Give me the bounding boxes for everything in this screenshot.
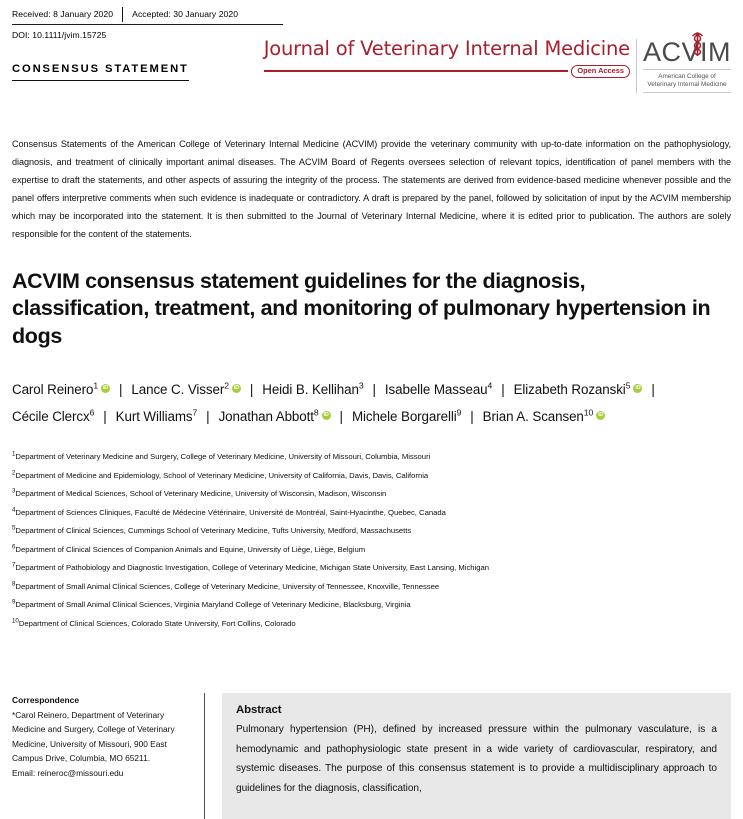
society-name-line2: Veterinary Internal Medicine <box>647 81 727 89</box>
author-affiliation-marker: 2 <box>224 380 229 391</box>
affiliation-text: Department of Small Animal Clinical Sciences, Virginia Maryland College of Veterinary Medicine, Blacksburg, Virginia <box>15 600 411 610</box>
author-separator: | <box>249 382 254 398</box>
caduceus-icon <box>689 32 706 62</box>
author-separator: | <box>206 409 210 425</box>
bottom-columns <box>12 693 731 819</box>
author-separator: | <box>339 409 343 425</box>
society-name <box>643 69 731 93</box>
affiliation-item <box>12 522 731 541</box>
affiliation-marker: 5 <box>12 524 16 532</box>
acvim-acronym <box>643 39 731 66</box>
affiliation-text: Department of Clinical Sciences, Cummings School of Veterinary Medicine, Tufts University, Medford, Massachusetts <box>15 526 412 536</box>
author-name[interactable] <box>219 409 331 424</box>
journal-logo <box>264 39 731 93</box>
author-name[interactable] <box>352 409 461 424</box>
author-label: Lance C. Visser <box>131 382 225 398</box>
society-name-line1: American College of <box>658 72 716 80</box>
author-label: Jonathan Abbott <box>218 409 314 425</box>
affiliation-marker: 2 <box>12 469 16 476</box>
affiliation-marker: 1 <box>12 450 16 458</box>
page-title: ACVIM consensus statement guidelines for the diagnosis, classification, treatment, and monitoring of pulmonary hypertension in dogs <box>12 268 711 348</box>
journal-title: Journal of Veterinary Internal Medicine <box>263 37 630 60</box>
author-name[interactable] <box>514 382 643 397</box>
affiliation-item <box>12 559 731 578</box>
author-label: Heidi B. Kellihan <box>262 382 359 398</box>
affiliation-item <box>12 541 731 560</box>
abstract-box <box>222 693 731 819</box>
author-affiliation-marker: 6 <box>89 407 95 418</box>
accepted-date: Accepted: 30 January 2020 <box>132 9 239 19</box>
orcid-icon[interactable] <box>596 411 605 420</box>
author-affiliation-marker: 5 <box>625 380 631 391</box>
received-date: Received: 8 January 2020 <box>12 9 114 19</box>
author-affiliation-marker: 3 <box>358 380 364 391</box>
author-label: Cécile Clercx <box>12 409 90 425</box>
affiliation-text: Department of Clinical Sciences, Colorado State University, Fort Collins, Colorado <box>18 618 296 628</box>
affiliation-marker: 3 <box>12 487 16 495</box>
affiliation-marker: 9 <box>12 598 16 606</box>
orcid-icon[interactable] <box>322 411 331 420</box>
acvim-acronym-text: ACVIM <box>642 37 731 67</box>
affiliation-marker: 10 <box>12 617 19 624</box>
affiliation-item <box>12 615 731 634</box>
article-page <box>0 6 743 819</box>
affiliation-text: Department of Veterinary Medicine and Surgery, College of Veterinary Medicine, University of Missouri, Columbia, Missouri <box>15 452 431 462</box>
affiliation-text: Department of Sciences Cliniques, Faculté de Médecine Vétérinaire, Université de Montréal, Saint-Hyacinthe, Quebec, Canada <box>15 507 446 517</box>
affiliation-text: Department of Clinical Sciences of Companion Animals and Equine, University of Liège, Liège, Belgium <box>15 544 366 554</box>
affiliation-text: Department of Pathobiology and Diagnostic Investigation, College of Veterinary Medicine, Michigan State University, East Lansing, Michigan <box>15 563 489 573</box>
author-affiliation-marker: 10 <box>583 407 594 418</box>
orcid-icon[interactable] <box>101 384 110 393</box>
author-affiliation-marker: 7 <box>192 407 198 418</box>
affiliation-item <box>12 485 731 504</box>
affiliation-text: Department of Medicine and Epidemiology, School of Veterinary Medicine, University of California, Davis, Davis, California <box>15 470 429 480</box>
date-divider <box>122 7 123 22</box>
affiliation-item <box>12 448 731 467</box>
affiliation-item <box>12 504 731 523</box>
author-name[interactable] <box>262 382 363 397</box>
abstract-body: Pulmonary hypertension (PH), defined by increased pressure within the pulmonary vasculature, is a hemodynamic and pathophysiologic state present in a wide variety of cardiovascular, respiratory, and systemic diseases. The purpose of this consensus statement is to provide a multidisciplinary approach to guidelines for the diagnosis, classification, <box>236 724 717 794</box>
author-label: Brian A. Scansen <box>482 409 584 425</box>
affiliation-item <box>12 596 731 615</box>
author-separator: | <box>119 382 123 398</box>
journal-rule-row <box>264 65 630 78</box>
author-name[interactable] <box>12 382 110 397</box>
affiliation-item <box>12 578 731 597</box>
author-affiliation-marker: 4 <box>487 380 493 391</box>
author-affiliation-marker: 9 <box>456 407 462 418</box>
affiliation-text: Department of Small Animal Clinical Sciences, College of Veterinary Medicine, University of Tennessee, Knoxville, Tennessee <box>15 581 440 591</box>
author-label: Carol Reinero <box>12 382 94 398</box>
section-and-logo-band <box>12 37 731 113</box>
author-separator: | <box>372 382 376 398</box>
affiliation-item <box>12 467 731 486</box>
author-name[interactable] <box>116 409 198 424</box>
abstract-heading: Abstract <box>236 704 282 716</box>
author-label: Elizabeth Rozanski <box>513 382 626 398</box>
journal-title-block <box>264 39 636 78</box>
author-name[interactable] <box>131 382 240 397</box>
affiliation-text: Department of Medical Sciences, School of Veterinary Medicine, University of Wisconsin, Madison, Wisconsin <box>15 489 387 499</box>
author-label: Kurt Williams <box>115 409 193 425</box>
author-label: Michele Borgarelli <box>351 409 457 425</box>
correspondence-block <box>12 693 204 819</box>
author-affiliation-marker: 8 <box>313 407 319 418</box>
correspondence-heading: Correspondence <box>12 695 80 705</box>
consensus-intro-paragraph: Consensus Statements of the American College of Veterinary Internal Medicine (ACVIM) provide the veterinary community with up-to-date information on the pathophysiology, diagnosis, and treatment of clinically important animal diseases. The ACVIM Board of Regents oversees selection of relevant topics, identification of panel members with the expertise to draft the statements, and other aspects of assuring the integrity of the process. The statements are derived from evidence-based medicine whenever possible and the panel offers interpretive comments when such evidence is inadequate or contradictory. A draft is prepared by the panel, followed by solicitation of input by the ACVIM membership which may be incorporated into the statement. It is then submitted to the Journal of Veterinary Internal Medicine, where it is edited prior to publication. The authors are solely responsible for the content of the statements. <box>12 139 731 240</box>
author-separator: | <box>651 382 655 398</box>
affiliation-marker: 6 <box>12 543 16 550</box>
author-list <box>12 376 731 430</box>
affiliation-marker: 8 <box>12 580 16 587</box>
section-label: CONSENSUS STATEMENT <box>12 63 189 81</box>
correspondence-body: *Carol Reinero, Department of Veterinary Medicine and Surgery, College of Veterinary Medicine, University of Missouri, 900 East Campus Drive, Columbia, MO 65211. <box>12 709 175 764</box>
acvim-logo-block <box>636 39 731 93</box>
author-separator: | <box>501 382 505 398</box>
affiliation-marker: 7 <box>12 561 16 569</box>
open-access-badge: Open Access <box>571 65 630 78</box>
affiliation-list <box>12 448 731 633</box>
doi-text[interactable]: DOI: 10.1111/jvim.15725 <box>12 30 107 40</box>
author-name[interactable] <box>483 409 605 424</box>
journal-rule <box>264 70 569 73</box>
orcid-icon[interactable] <box>633 384 642 393</box>
column-divider <box>204 693 205 819</box>
author-separator: | <box>103 409 107 425</box>
orcid-icon[interactable] <box>232 384 241 393</box>
affiliation-marker: 4 <box>12 506 16 513</box>
correspondence-email[interactable]: Email: reineroc@missouri.edu <box>12 767 124 778</box>
received-accepted-row <box>12 6 283 25</box>
author-name[interactable] <box>12 409 94 424</box>
author-label: Isabelle Masseau <box>384 382 488 398</box>
author-name[interactable] <box>385 382 492 397</box>
author-affiliation-marker: 1 <box>93 380 99 391</box>
author-separator: | <box>470 409 474 425</box>
